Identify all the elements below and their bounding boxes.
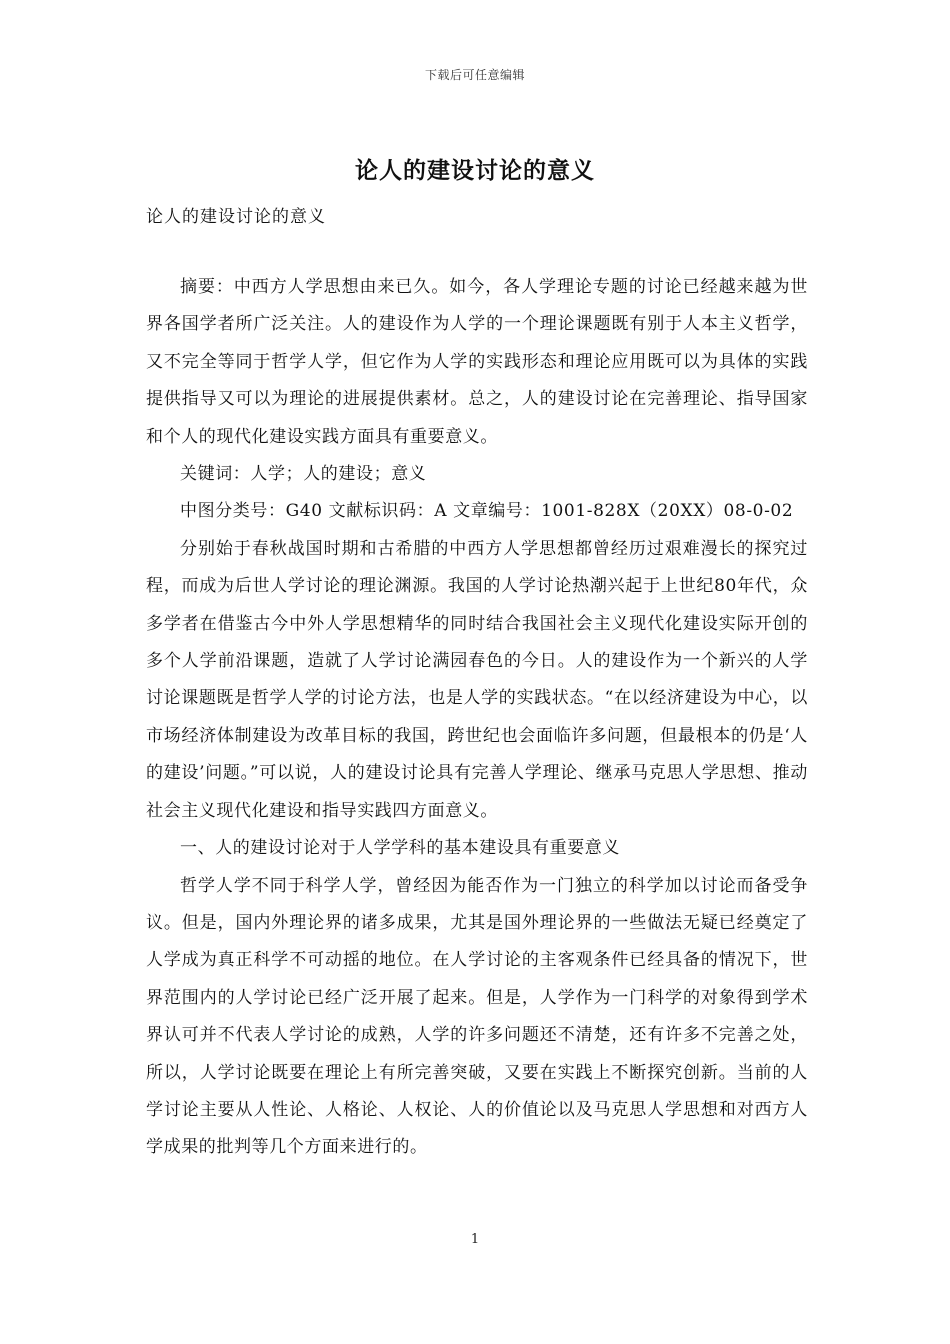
- document-body: [146, 269, 808, 1167]
- classification-line: 中图分类号：G40 文献标识码：A 文章编号：1001-828X（20XX）08-0-02: [180, 501, 794, 522]
- section-heading: 一、人的建设讨论对于人学学科的基本建设具有重要意义: [180, 838, 620, 859]
- body-paragraph: 分别始于春秋战国时期和古希腊的中西方人学思想都曾经历过艰难漫长的探究过程，而成为后世人学讨论的理论渊源。我国的人学讨论热潮兴起于上世纪80年代，众多学者在借鉴古今中外人学思想精华的同时结合我国社会主义现代化建设实际开创的多个人学前沿课题，造就了人学讨论满园春色的今日。人的建设作为一个新兴的人学讨论课题既是哲学人学的讨论方法，也是人学的实践状态。“在以经济建设为中心，以市场经济体制建设为改革目标的我国，跨世纪也会面临许多问题，但最根本的仍是‘人的建设’问题。”可以说，人的建设讨论具有完善人学理论、继承马克思人学思想、推动社会主义现代化建设和指导实践四方面意义。: [146, 538, 808, 821]
- page-header-note: 下载后可任意编辑: [424, 68, 525, 82]
- page-number: 1: [470, 1232, 480, 1247]
- body-paragraph: 哲学人学不同于科学人学，曾经因为能否作为一门独立的科学加以讨论而备受争议。但是，国内外理论界的诸多成果，尤其是国外理论界的一些做法无疑已经奠定了人学成为真正科学不可动摇的地位。在人学讨论的主客观条件已经具备的情况下，世界范围内的人学讨论已经广泛开展了起来。但是，人学作为一门科学的对象得到学术界认可并不代表人学讨论的成熟，人学的许多问题还不清楚，还有许多不完善之处，所以，人学讨论既要在理论上有所完善突破，又要在实践上不断探究创新。当前的人学讨论主要从人性论、人格论、人权论、人的价值论以及马克思人学思想和对西方人学成果的批判等几个方面来进行的。: [146, 875, 808, 1158]
- abstract-paragraph: 摘要：中西方人学思想由来已久。如今，各人学理论专题的讨论已经越来越为世界各国学者所广泛关注。人的建设作为人学的一个理论课题既有别于人本主义哲学，又不完全等同于哲学人学，但它作为人学的实践形态和理论应用既可以为具体的实践提供指导又可以为理论的进展提供素材。总之，人的建设讨论在完善理论、指导国家和个人的现代化建设实践方面具有重要意义。: [146, 277, 808, 447]
- keywords-line: 关键词：人学；人的建设；意义: [180, 464, 427, 485]
- document-title: 论人的建设讨论的意义: [355, 157, 595, 184]
- document-subtitle: 论人的建设讨论的意义: [146, 207, 326, 227]
